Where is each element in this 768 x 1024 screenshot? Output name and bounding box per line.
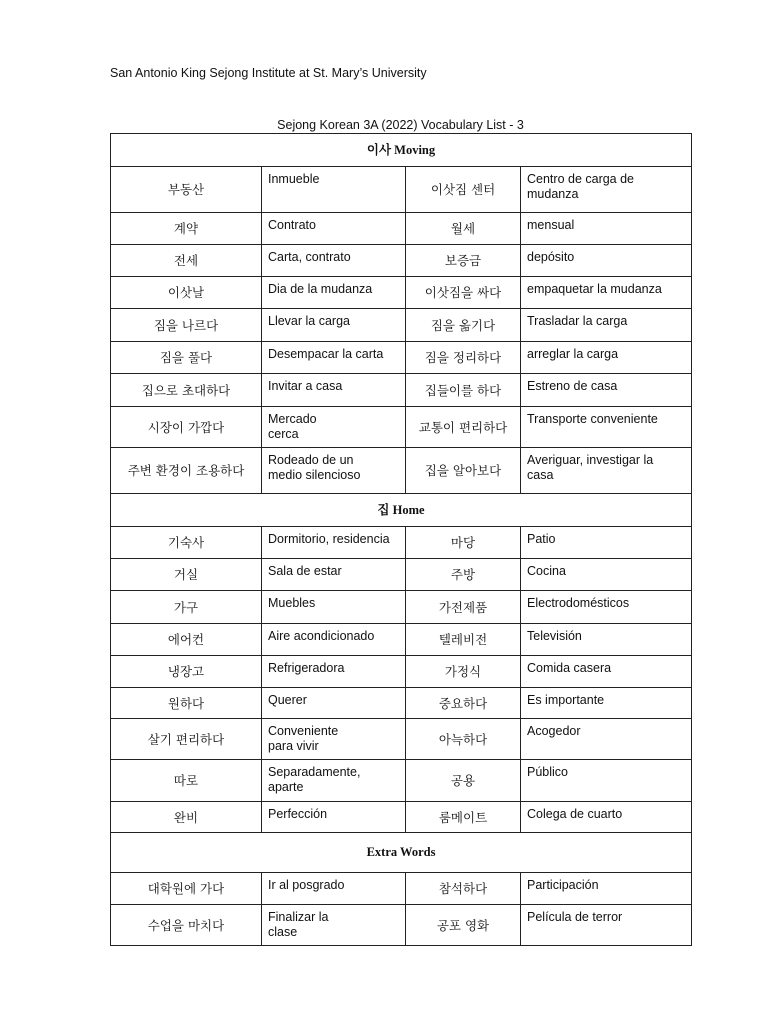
spanish-translation: Conveniente para vivir [262,719,406,760]
vocab-row [111,167,692,213]
spanish-translation: Desempacar la carta [262,342,406,374]
spanish-translation: Llevar la carga [262,309,406,342]
vocab-row [111,559,692,591]
korean-term: 집들이를 하다 [406,374,521,407]
vocab-row [111,527,692,559]
korean-term: 살기 편리하다 [111,719,262,760]
spanish-translation: Colega de cuarto [521,802,692,833]
vocab-row [111,873,692,905]
spanish-translation: Invitar a casa [262,374,406,407]
spanish-translation: Contrato [262,213,406,245]
spanish-translation: Dia de la mudanza [262,277,406,309]
section-header-row [111,134,692,167]
vocab-row [111,448,692,494]
korean-term: 참석하다 [406,873,521,905]
korean-term: 월세 [406,213,521,245]
korean-term: 가전제품 [406,591,521,624]
korean-term: 대학원에 가다 [111,873,262,905]
korean-term: 집을 알아보다 [406,448,521,494]
spanish-translation: Es importante [521,688,692,719]
korean-term: 따로 [111,760,262,802]
spanish-translation: Aire acondicionado [262,624,406,656]
spanish-translation: Electrodomésticos [521,591,692,624]
spanish-translation: Mercado cerca [262,407,406,448]
korean-term: 이삿짐 센터 [406,167,521,213]
korean-term: 수업을 마치다 [111,905,262,946]
spanish-translation: Transporte conveniente [521,407,692,448]
korean-term: 에어컨 [111,624,262,656]
korean-term: 중요하다 [406,688,521,719]
spanish-translation: Sala de estar [262,559,406,591]
korean-term: 주방 [406,559,521,591]
korean-term: 전세 [111,245,262,277]
spanish-translation: Acogedor [521,719,692,760]
spanish-translation: Finalizar la clase [262,905,406,946]
korean-term: 텔레비전 [406,624,521,656]
section-heading: 이사 Moving [111,134,692,167]
vocab-row [111,342,692,374]
spanish-translation: Trasladar la carga [521,309,692,342]
spanish-translation: Muebles [262,591,406,624]
section-heading: Extra Words [111,833,692,873]
korean-term: 룸메이트 [406,802,521,833]
korean-term: 기숙사 [111,527,262,559]
spanish-translation: Perfección [262,802,406,833]
spanish-translation: Rodeado de un medio silencioso [262,448,406,494]
spanish-translation: Centro de carga de mudanza [521,167,692,213]
spanish-translation: Patio [521,527,692,559]
spanish-translation: Público [521,760,692,802]
spanish-translation: Querer [262,688,406,719]
korean-term: 시장이 가깝다 [111,407,262,448]
korean-term: 짐을 나르다 [111,309,262,342]
vocab-row [111,309,692,342]
korean-term: 가구 [111,591,262,624]
spanish-translation: Dormitorio, residencia [262,527,406,559]
vocab-row [111,245,692,277]
spanish-translation: Ir al posgrado [262,873,406,905]
document-title: Sejong Korean 3A (2022) Vocabulary List - 3 [277,118,524,132]
korean-term: 공용 [406,760,521,802]
section-header-row [111,833,692,873]
vocab-row [111,688,692,719]
korean-term: 이삿짐을 싸다 [406,277,521,309]
korean-term: 주변 환경이 조용하다 [111,448,262,494]
institute-name: San Antonio King Sejong Institute at St. Mary’s University [110,66,427,80]
spanish-translation: arreglar la carga [521,342,692,374]
vocab-row [111,905,692,946]
vocab-row [111,591,692,624]
korean-term: 보증금 [406,245,521,277]
korean-term: 아늑하다 [406,719,521,760]
korean-term: 짐을 옮기다 [406,309,521,342]
korean-term: 완비 [111,802,262,833]
korean-term: 집으로 초대하다 [111,374,262,407]
vocab-row [111,719,692,760]
spanish-translation: Película de terror [521,905,692,946]
korean-term: 냉장고 [111,656,262,688]
korean-term: 가정식 [406,656,521,688]
spanish-translation: Televisión [521,624,692,656]
section-heading: 집 Home [111,494,692,527]
spanish-translation: empaquetar la mudanza [521,277,692,309]
korean-term: 공포 영화 [406,905,521,946]
spanish-translation: depósito [521,245,692,277]
vocabulary-table [110,133,692,946]
korean-term: 짐을 정리하다 [406,342,521,374]
spanish-translation: Comida casera [521,656,692,688]
korean-term: 원하다 [111,688,262,719]
korean-term: 부동산 [111,167,262,213]
vocab-row [111,213,692,245]
korean-term: 교통이 편리하다 [406,407,521,448]
vocab-row [111,407,692,448]
spanish-translation: Participación [521,873,692,905]
spanish-translation: Averiguar, investigar la casa [521,448,692,494]
spanish-translation: Carta, contrato [262,245,406,277]
korean-term: 이삿날 [111,277,262,309]
vocab-row [111,656,692,688]
vocab-row [111,760,692,802]
vocab-row [111,277,692,309]
spanish-translation: Inmueble [262,167,406,213]
korean-term: 거실 [111,559,262,591]
korean-term: 마당 [406,527,521,559]
spanish-translation: mensual [521,213,692,245]
spanish-translation: Separadamente, aparte [262,760,406,802]
spanish-translation: Refrigeradora [262,656,406,688]
vocab-row [111,374,692,407]
korean-term: 계약 [111,213,262,245]
vocab-row [111,624,692,656]
korean-term: 짐을 풀다 [111,342,262,374]
vocab-row [111,802,692,833]
section-header-row [111,494,692,527]
spanish-translation: Cocina [521,559,692,591]
spanish-translation: Estreno de casa [521,374,692,407]
